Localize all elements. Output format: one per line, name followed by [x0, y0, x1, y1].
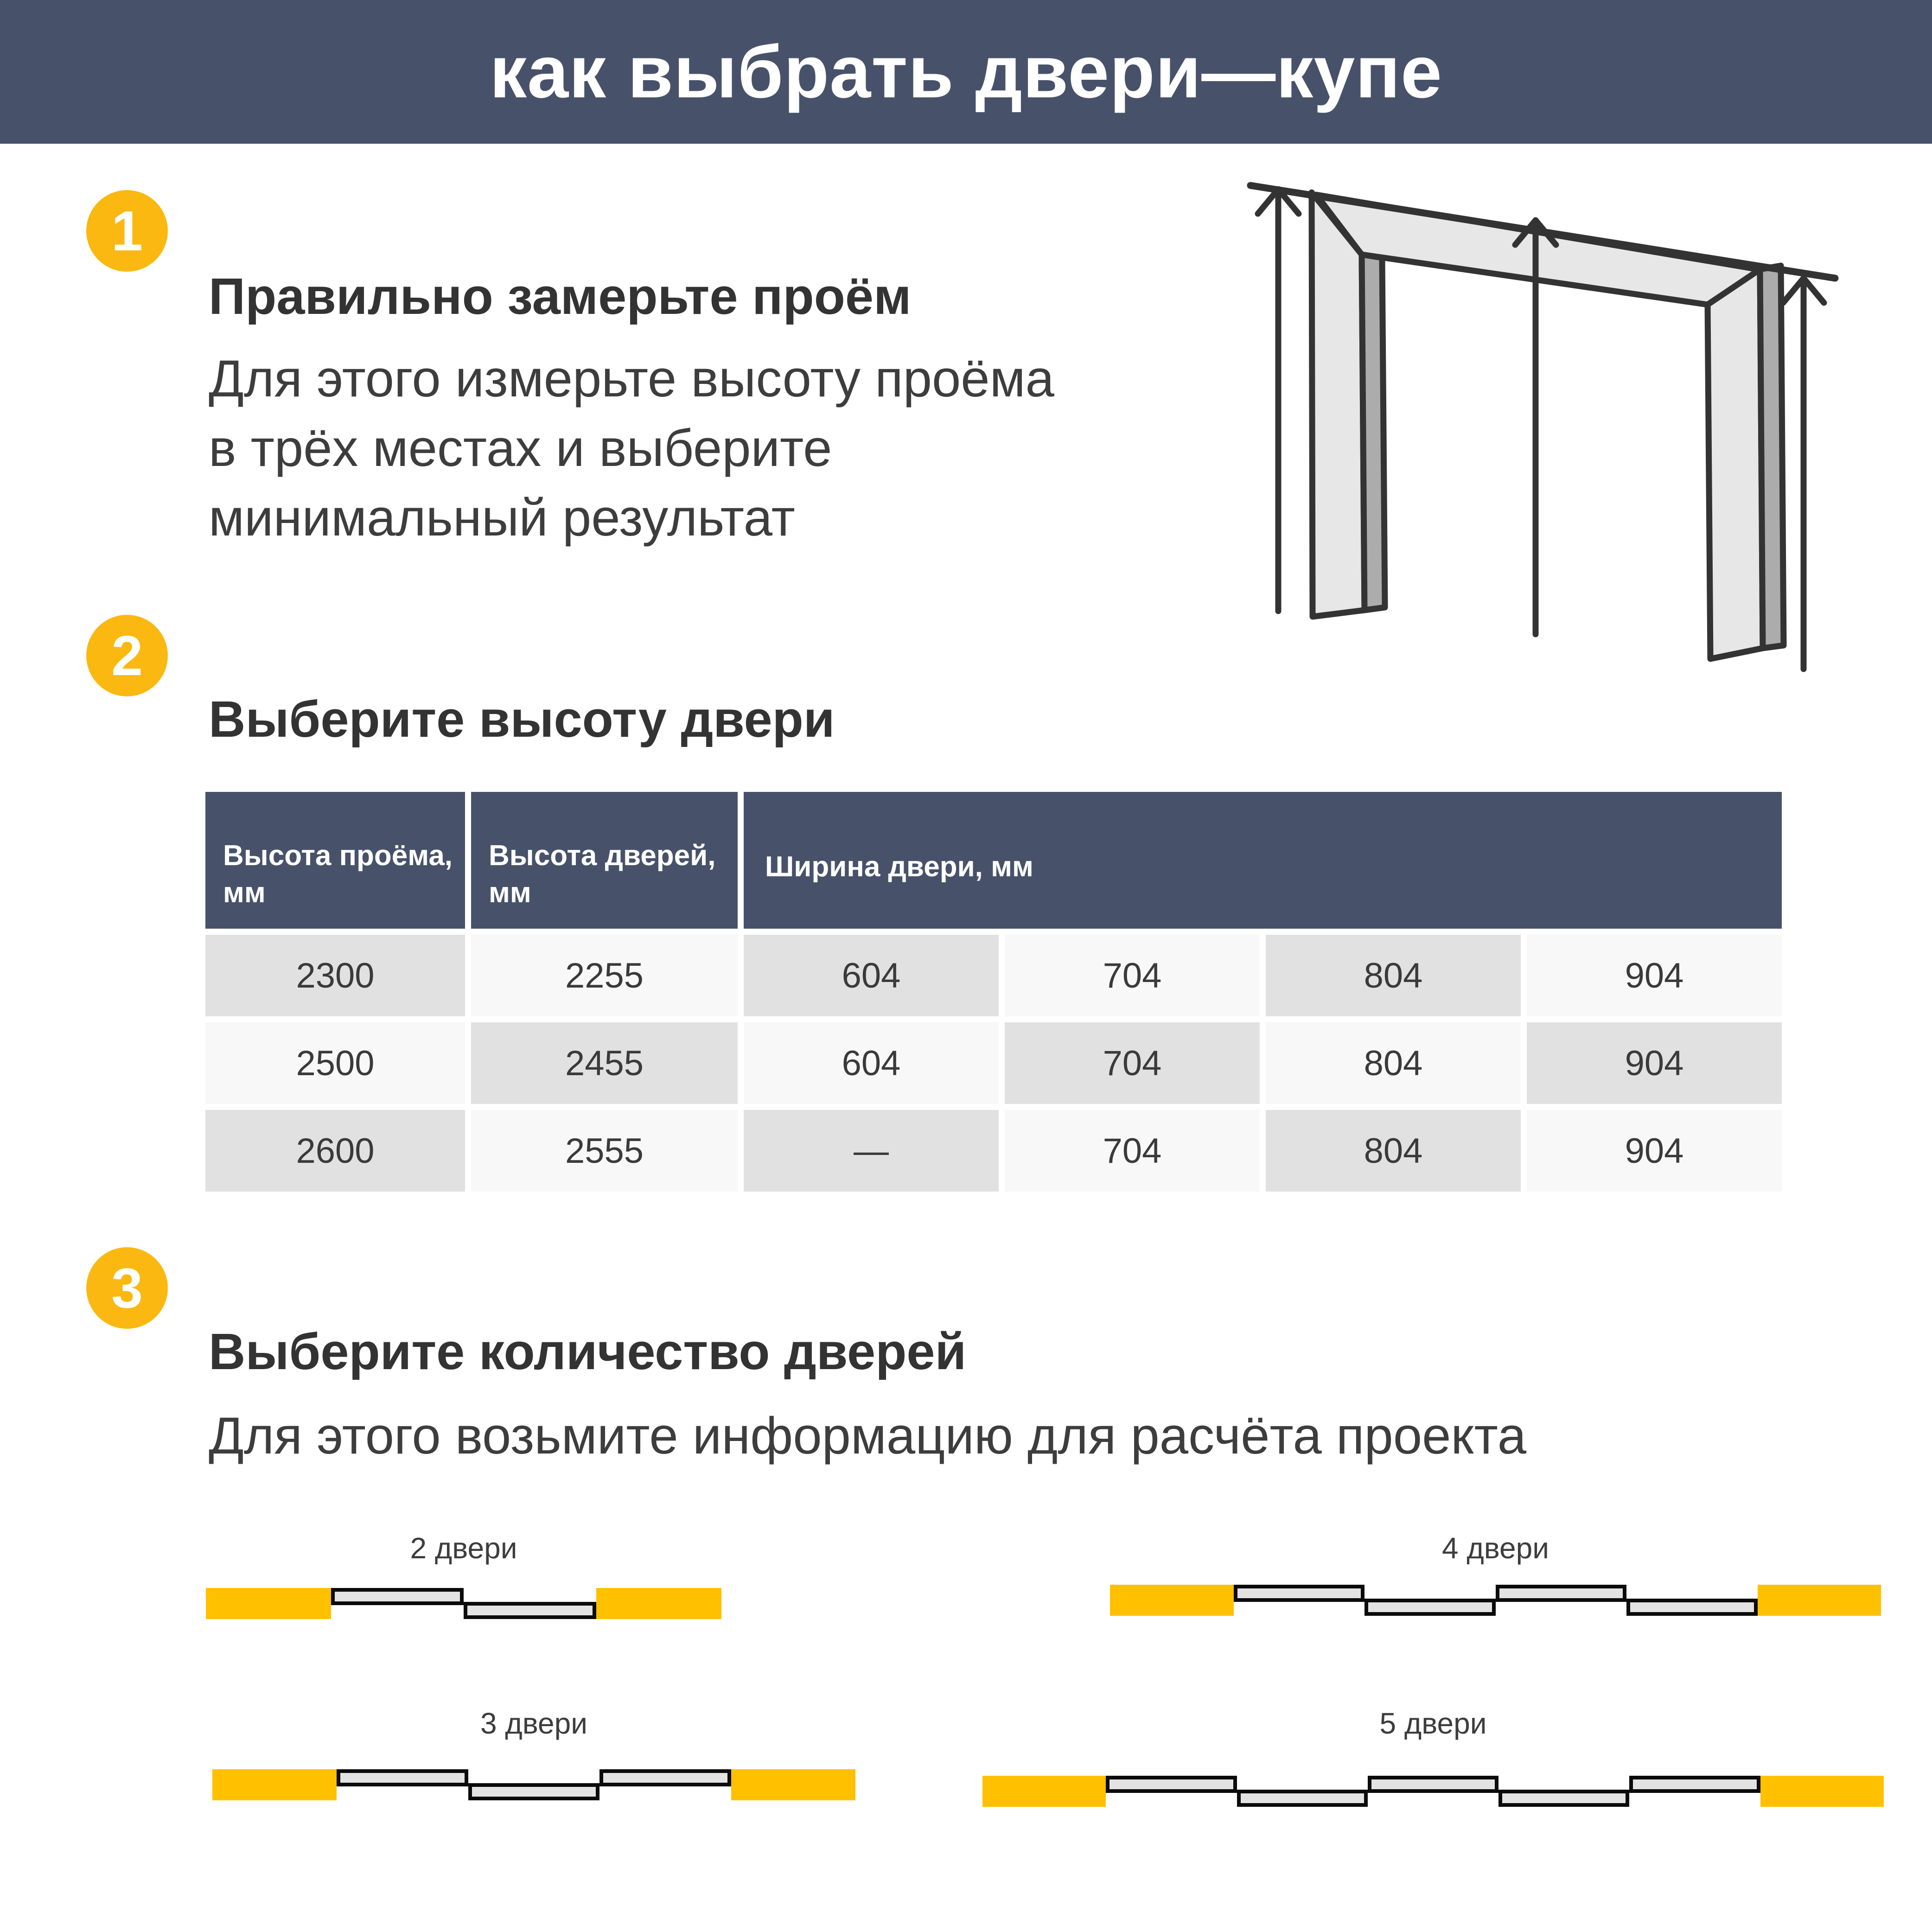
- door-panel-top-track: [599, 1769, 731, 1786]
- step-3-number: 3: [111, 1256, 143, 1320]
- table-body: [205, 935, 1782, 1192]
- table-cell: 904: [1527, 1110, 1782, 1192]
- door-panel-bottom-track: [1498, 1790, 1629, 1807]
- wall-block: [1110, 1585, 1234, 1616]
- door-panel-bottom-track: [464, 1602, 596, 1619]
- step-1-number: 1: [111, 199, 143, 262]
- page-title: как выбрать двери—купе: [490, 30, 1442, 113]
- wall-block: [206, 1588, 331, 1619]
- door-panel-top-track: [1496, 1585, 1627, 1602]
- door-panel-bottom-track: [1365, 1599, 1496, 1616]
- right-jamb-face: [1708, 269, 1763, 659]
- step-2-badge: [86, 615, 168, 696]
- left-jamb-face: [1312, 192, 1365, 617]
- step-2-title: Выберите высоту двери: [209, 691, 835, 748]
- diagram-label-4-doors: 4 двери: [1442, 1531, 1549, 1565]
- diagram-5-doors: [982, 1776, 1884, 1807]
- door-panel-top-track: [1106, 1776, 1237, 1793]
- table-cell: 2300: [205, 935, 465, 1016]
- wall-block: [1758, 1585, 1881, 1616]
- door-panel-bottom-track: [1626, 1599, 1758, 1616]
- step-2-number: 2: [111, 624, 143, 687]
- table-cell: 904: [1527, 935, 1782, 1016]
- table-cell: 2255: [471, 935, 738, 1016]
- right-jamb-edge: [1760, 266, 1784, 648]
- diagram-3-doors: [212, 1769, 855, 1800]
- table-header-door-width: Ширина двери, мм: [744, 792, 1782, 929]
- diagram-label-3-doors: 3 двери: [480, 1707, 587, 1740]
- door-size-table: [205, 792, 1782, 1192]
- door-panel-bottom-track: [1237, 1790, 1368, 1807]
- door-panel-top-track: [1368, 1776, 1498, 1793]
- door-panel-bottom-track: [468, 1783, 600, 1800]
- diagram-4-doors: [1110, 1585, 1881, 1616]
- step-3-title: Выберите количество дверей: [209, 1323, 967, 1380]
- step-1-description: [209, 344, 1054, 553]
- table-cell: 704: [1005, 935, 1260, 1016]
- table-cell: 604: [744, 935, 999, 1016]
- table-cell: 2500: [205, 1022, 465, 1104]
- table-cell: 604: [744, 1022, 999, 1104]
- door-panel-top-track: [331, 1588, 464, 1605]
- wall-block: [212, 1769, 337, 1800]
- step-1-title: Правильно замерьте проём: [209, 268, 912, 325]
- wall-block: [731, 1769, 855, 1800]
- table-cell: 2555: [471, 1110, 738, 1192]
- door-panel-top-track: [1234, 1585, 1365, 1602]
- step-1-line-3: минимальный результат: [209, 489, 795, 547]
- doorway-measurement-illustration: [1224, 179, 1929, 684]
- table-cell: 2600: [205, 1110, 465, 1192]
- table-cell: 804: [1266, 1022, 1521, 1104]
- door-panel-top-track: [1629, 1776, 1760, 1793]
- step-1-line-1: Для этого измерьте высоту проёма: [209, 350, 1054, 408]
- diagram-label-5-doors: 5 двери: [1379, 1707, 1487, 1740]
- diagram-2-doors: [206, 1588, 721, 1619]
- diagram-label-2-doors: 2 двери: [410, 1531, 517, 1565]
- table-header-row: [205, 792, 1782, 929]
- step-3-badge: [86, 1247, 168, 1329]
- table-cell: 804: [1266, 935, 1521, 1016]
- table-cell: 704: [1005, 1110, 1260, 1192]
- table-header-door-height: Высота дверей, мм: [471, 792, 738, 929]
- wall-block: [982, 1776, 1106, 1807]
- table-cell: —: [744, 1110, 999, 1192]
- measure-arrow-right: [1783, 278, 1824, 669]
- table-cell: 904: [1527, 1022, 1782, 1104]
- table-cell: 704: [1005, 1022, 1260, 1104]
- table-header-opening-height: Высота проёма, мм: [205, 792, 465, 929]
- step-1-badge: [86, 190, 168, 272]
- wall-block: [1760, 1776, 1884, 1807]
- measure-arrow-left: [1258, 189, 1299, 611]
- left-jamb-edge: [1362, 255, 1385, 610]
- wall-block: [596, 1588, 721, 1619]
- table-cell: 2455: [471, 1022, 738, 1104]
- step-1-line-2: в трёх местах и выберите: [209, 419, 832, 477]
- header-banner: [0, 0, 1932, 144]
- step-3-subtitle: Для этого возьмите информацию для расчёта проекта: [209, 1407, 1526, 1465]
- table-cell: 804: [1266, 1110, 1521, 1192]
- door-panel-top-track: [337, 1769, 468, 1786]
